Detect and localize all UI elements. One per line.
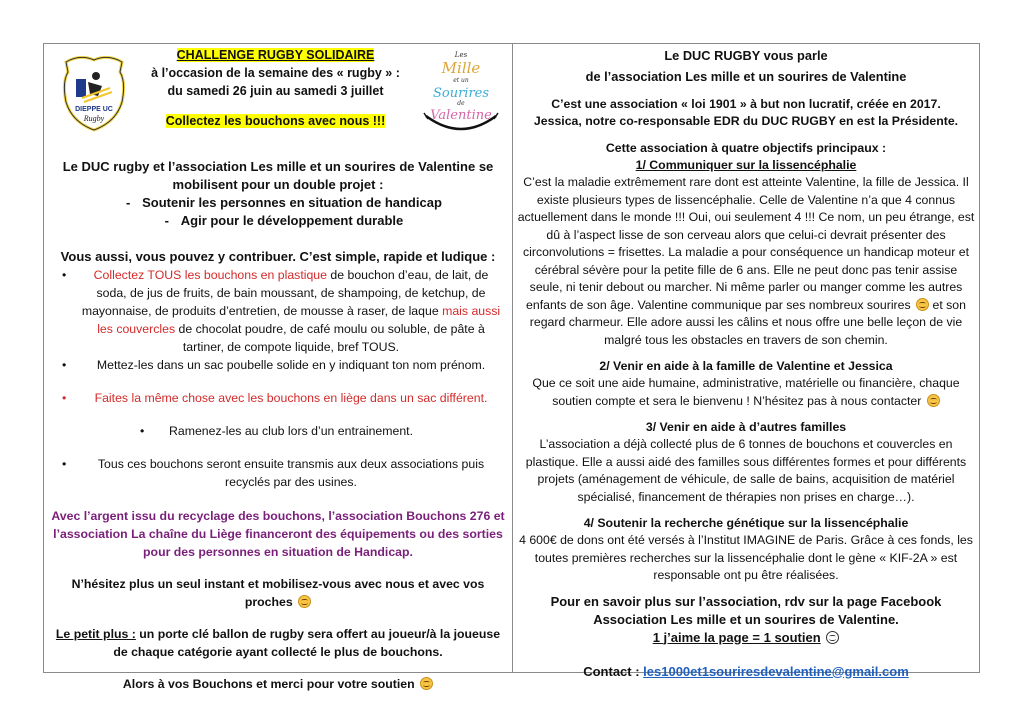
- recycling-note: Avec l’argent issu du recyclage des bouchons, l’association Bouchons 276 et l’association La chaîne du Liège financeront des équipements ou des sorties pour des personnes en situation de Handicap.: [51, 509, 505, 559]
- facebook-text: Pour en savoir plus sur l’association, rdv sur la page Facebook Association Les mille et un sourires de Valentine.: [550, 593, 942, 627]
- dieppe-uc-rugby-logo: [60, 52, 128, 132]
- instruction-item: [62, 266, 502, 356]
- bullet-icon: •: [62, 391, 67, 405]
- smiley-icon: [826, 631, 839, 644]
- objective-4-title: 4/ Soutenir la recherche génétique sur la lissencéphalie: [583, 516, 909, 530]
- valentine-association-logo: [420, 46, 502, 134]
- challenge-occasion: à l’occasion de la semaine des « rugby » :: [151, 66, 400, 80]
- dash-marker: -: [125, 195, 131, 210]
- logo-word: de: [457, 100, 465, 107]
- bonus-text: [50, 625, 506, 661]
- logo-word: Valentine: [430, 108, 492, 123]
- intro-paragraph: Le DUC rugby et l’association Les mille et un sourires de Valentine se mobilisent pour un double projet :: [62, 159, 494, 192]
- bonus-label: Le petit plus :: [55, 627, 136, 641]
- about-line2: Jessica, notre co-responsable EDR du DUC RUGBY en est la Présidente.: [533, 114, 959, 128]
- bullet-icon: •: [62, 358, 67, 372]
- bullet-icon: •: [62, 268, 67, 282]
- objective-2-title: 2/ Venir en aide à la famille de Valentine et Jessica: [599, 359, 893, 373]
- instruction-item: [80, 422, 502, 440]
- smiley-icon: [420, 677, 433, 690]
- about-line1: C’est une association « loi 1901 » à but non lucratif, créée en 2017.: [551, 97, 941, 111]
- instruction-text: Faites la même chose avec les bouchons en liège dans un sac différent.: [94, 391, 488, 405]
- contribute-heading: Vous aussi, vous pouvez y contribuer. C’est simple, rapide et ludique :: [60, 249, 496, 264]
- red-text: Collectez TOUS les bouchons en plastique: [93, 268, 327, 282]
- smiley-icon: [927, 394, 940, 407]
- goals-list: [50, 194, 506, 230]
- smiley-icon: [298, 595, 311, 608]
- bullet-icon: •: [62, 457, 67, 471]
- bullet-icon: •: [140, 424, 145, 438]
- contact-email-link[interactable]: les1000et1souriresdevalentine@gmail.com: [643, 663, 909, 679]
- mobilize-text: [50, 575, 506, 611]
- goal-item: [50, 212, 506, 230]
- instruction-text: de bouchon d’eau, de lait, de soda, de jus de fruits, de bain moussant, de shampoing, de ketchup, de mayonnaise, de produits d’entretien, de mousse à raser, de laque: [81, 268, 489, 318]
- goal-text: Agir pour le développement durable: [180, 213, 404, 228]
- instructions-list: [50, 266, 506, 491]
- logo-word: et un: [453, 77, 469, 84]
- objective-1-text-b: et son regard charmeur. Elle adore aussi les câlins et nous offre une belle leçon de vie malgré tous les obstacles en travers de son chemin.: [529, 297, 966, 347]
- duc-logo-text: DIEPPE UC: [75, 106, 113, 113]
- objective-3-title: 3/ Venir en aide à d’autres familles: [645, 420, 847, 434]
- red-text: mais aussi les couvercles: [97, 304, 501, 336]
- objective-2-body: Que ce soit une aide humaine, administrative, matérielle ou financière, chaque soutien compte et sera le bienvenu ! N’hésitez pas à nous contacter: [532, 376, 960, 408]
- closing-label: Alors à vos Bouchons et merci pour votre soutien: [122, 677, 415, 691]
- instruction-text: Mettez-les dans un sac poubelle solide en y indiquant ton nom prénom.: [96, 358, 486, 372]
- duc-logo-script: Rugby: [83, 114, 105, 123]
- closing-text: [50, 675, 506, 693]
- logo-word: Les: [454, 51, 468, 59]
- right-title-line1: Le DUC RUGBY vous parle: [664, 48, 828, 63]
- challenge-dates: du samedi 26 juin au samedi 3 juillet: [167, 84, 384, 98]
- objective-4-text: 4 600€ de dons ont été versés à l’Institut IMAGINE de Paris. Grâce à ces fonds, les toutes premières recherches sur la lissencéphalie dont le gène « KIF-2A » est responsable ont pu être réalisées.: [519, 533, 973, 582]
- instruction-text: de chocolat poudre, de café moulu ou soluble, de pâte à tartiner, de compote liquide, bref TOUS.: [175, 322, 485, 354]
- instruction-text: Tous ces bouchons seront ensuite transmis aux deux associations puis recyclés par des usines.: [97, 457, 485, 489]
- objective-1-title: 1/ Communiquer sur la lissencéphalie: [635, 158, 857, 172]
- goal-item: [50, 194, 506, 212]
- left-header: [50, 44, 506, 144]
- contact-label: Contact :: [583, 663, 644, 679]
- logo-word: Sourires: [432, 86, 490, 101]
- objective-1-text: [517, 174, 975, 349]
- right-title-line2: de l’association Les mille et un sourires de Valentine: [585, 69, 907, 84]
- collect-cta: Collectez les bouchons avec nous !!!: [165, 114, 386, 128]
- challenge-title: CHALLENGE RUGBY SOLIDAIRE: [176, 48, 375, 62]
- goal-text: Soutenir les personnes en situation de handicap: [142, 195, 442, 210]
- instruction-text: Ramenez-les au club lors d’un entrainement.: [168, 424, 414, 438]
- contact-line: [517, 663, 975, 681]
- instruction-item: [62, 389, 502, 407]
- like-label: 1 j’aime la page = 1 soutien: [652, 629, 821, 645]
- logo-word: Mille: [441, 59, 481, 77]
- challenge-header: [140, 46, 411, 130]
- mobilize-label: N’hésitez plus un seul instant et mobilisez-vous avec nous et avec vos proches: [71, 577, 485, 609]
- right-column: [513, 44, 979, 679]
- objective-1-text-a: C’est la maladie extrêmement rare dont est atteinte Valentine, la fille de Jessica. Il existe plusieurs types de lissencéphalie. Celle de Valentine n’a que 4 connus actuellement dans le monde !!! Oui, oui seulement 4 !!! Ce nom, un peu étrange, est dû à l’aspect lisse de son cerveau alors que celui-ci devrait présenter des circonvolutions = frisettes. La maladie a pour conséquence un handicap moteur et cérébral sévère pour la petite fille de 6 ans. Elle ne peut donc pas tenir assise seule, ni tenir debout ou marcher. Ni même parler ou manger comme les autres enfants de son âge. Valentine communique par ses nombreux sourires: [517, 175, 975, 312]
- instruction-item: [62, 455, 502, 491]
- objective-2-text: [517, 375, 975, 410]
- dash-marker: -: [164, 213, 169, 228]
- flyer-sheet: [43, 43, 980, 691]
- objective-3-text: L’association a déjà collecté plus de 6 tonnes de bouchons et couvercles en plastique. Elle a aussi aidé des familles sous différentes formes et pour différents projets (aménagement de véhicule, de salle de bains, acquisition de matériel spécialisé, financement de thérapies non prises en charge…).: [525, 437, 967, 504]
- smiley-icon: [916, 298, 929, 311]
- bonus-description: un porte clé ballon de rugby sera offert au joueur/à la joueuse de chaque catégorie ayant collecté le plus de bouchons.: [113, 627, 501, 659]
- like-text: [517, 629, 975, 647]
- instruction-item: [62, 356, 502, 374]
- objectives-intro: Cette association à quatre objectifs principaux :: [605, 141, 887, 155]
- left-column: [44, 44, 513, 691]
